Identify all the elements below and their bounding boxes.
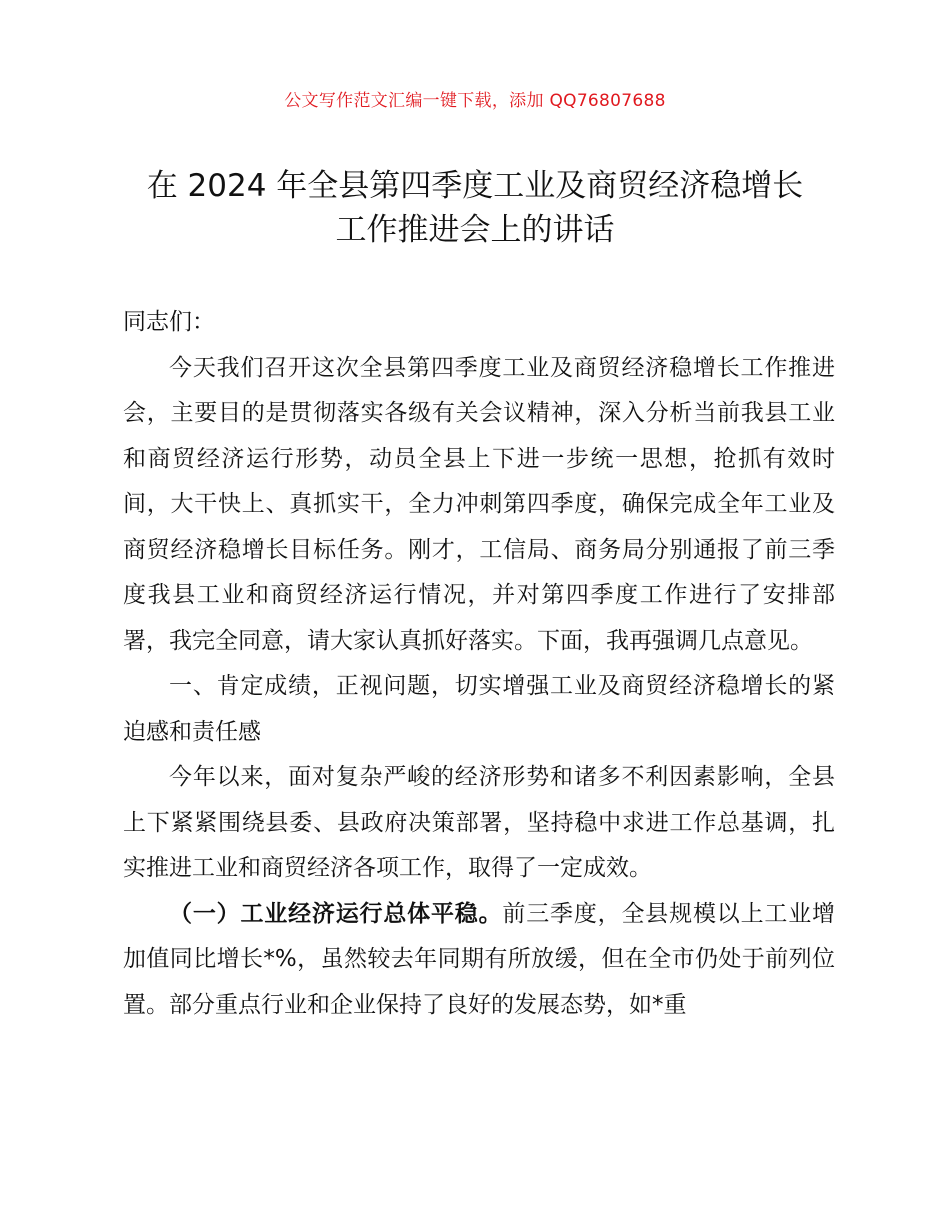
paragraph-achievements: 今年以来，面对复杂严峻的经济形势和诸多不利因素影响，全县上下紧紧围绕县委、县政府决策部署，坚持稳中求进工作总基调，扎实推进工业和商贸经济各项工作，取得了一定成效。 (123, 764, 835, 881)
subsection-text-1: 前三季度，全县规模以上工业增加值同比增长*%，虽然较去年同期有所放缓，但在全市仍处于前列位置。部分重点行业和企业保持了良好的发展态势，如*重 (123, 900, 836, 1018)
paragraph-intro: 今天我们召开这次全县第四季度工业及商贸经济稳增长工作推进会，主要目的是贯彻落实各级有关会议精神，深入分析当前我县工业和商贸经济运行形势，动员全县上下进一步统一思想，抢抓有效时间，大干快上、真抓实干，全力冲刺第四季度，确保完成全年工业及商贸经济稳增长目标任务。刚才，工信局、商务局分别通报了前三季度我县工业和商贸经济运行情况，并对第四季度工作进行了安排部署，我完全同意，请大家认真抓好落实。下面，我再强调几点意见。 (123, 354, 835, 654)
download-note: 公文写作范文汇编一键下载，添加 QQ76807688 (284, 91, 666, 111)
title-line-2: 工作推进会上的讲话 (335, 212, 615, 248)
section-heading-1: 一、肯定成绩，正视问题，切实增强工业及商贸经济稳增长的紧迫感和责任感 (123, 673, 835, 745)
subsection-industry (123, 892, 835, 1029)
title-line-1: 在 2024 年全县第四季度工业及商贸经济稳增长 (146, 168, 804, 204)
subsection-heading-1: （一）工业经济运行总体平稳。 (169, 900, 503, 927)
speech-body (123, 300, 835, 1028)
salutation: 同志们： (123, 309, 215, 335)
document-title (0, 164, 950, 252)
